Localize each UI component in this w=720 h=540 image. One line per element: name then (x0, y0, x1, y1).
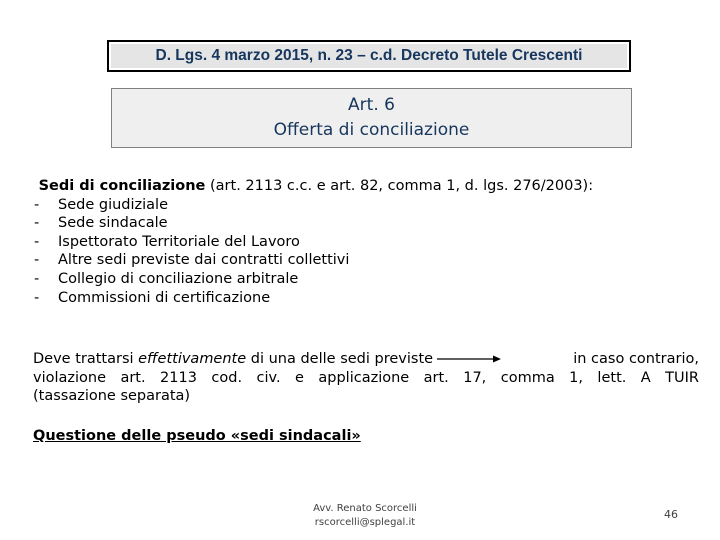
list-item-label: Ispettorato Territoriale del Lavoro (58, 233, 300, 250)
sedi-section (34, 177, 674, 307)
paragraph-effettivamente (33, 350, 699, 406)
sedi-heading (34, 177, 674, 196)
sedi-list (34, 196, 674, 308)
article-box (111, 88, 632, 148)
list-item (34, 196, 674, 215)
header-banner (107, 40, 631, 72)
page-number: 46 (664, 508, 678, 521)
paragraph-part3: in caso contrario, (573, 351, 699, 367)
bullet-dash: - (34, 215, 40, 232)
list-item-label: Collegio di conciliazione arbitrale (58, 270, 299, 287)
list-item-label: Altre sedi previste dai contratti collettivi (58, 252, 350, 269)
paragraph-line-3: (tassazione separata) (33, 388, 191, 405)
list-item-label: Sede sindacale (58, 215, 168, 232)
list-item (34, 270, 674, 289)
right-arrow-icon (437, 354, 501, 364)
paragraph-italic: effettivamente (138, 351, 247, 367)
list-item-label: Commissioni di certificazione (58, 289, 271, 306)
list-item-label: Sede giudiziale (58, 196, 168, 213)
bullet-dash: - (34, 233, 40, 250)
sedi-heading-bold: Sedi di conciliazione (38, 178, 206, 194)
header-title: D. Lgs. 4 marzo 2015, n. 23 – c.d. Decreto Tutele Crescenti (155, 47, 583, 64)
article-title: Offerta di conciliazione (273, 120, 470, 140)
paragraph-part1: Deve trattarsi (33, 351, 139, 367)
list-item (34, 233, 674, 252)
bullet-dash: - (34, 196, 40, 213)
sedi-heading-rest: (art. 2113 c.c. e art. 82, comma 1, d. lgs. 276/2003): (205, 178, 594, 194)
footer-credits (290, 502, 440, 530)
question-heading: Questione delle pseudo «sedi sindacali» (33, 428, 361, 444)
list-item (34, 251, 674, 270)
bullet-dash: - (34, 252, 40, 269)
footer-email: rscorcelli@splegal.it (314, 517, 416, 528)
article-number: Art. 6 (348, 95, 395, 115)
bullet-dash: - (34, 270, 40, 287)
paragraph-line-1 (33, 350, 699, 369)
footer-author: Avv. Renato Scorcelli (313, 503, 417, 514)
list-item (34, 214, 674, 233)
paragraph-part2: di una delle sedi previste (246, 351, 434, 367)
paragraph-line-2: violazione art. 2113 cod. civ. e applicazione art. 17, comma 1, lett. A TUIR (33, 369, 699, 386)
bullet-dash: - (34, 289, 40, 306)
list-item (34, 289, 674, 308)
